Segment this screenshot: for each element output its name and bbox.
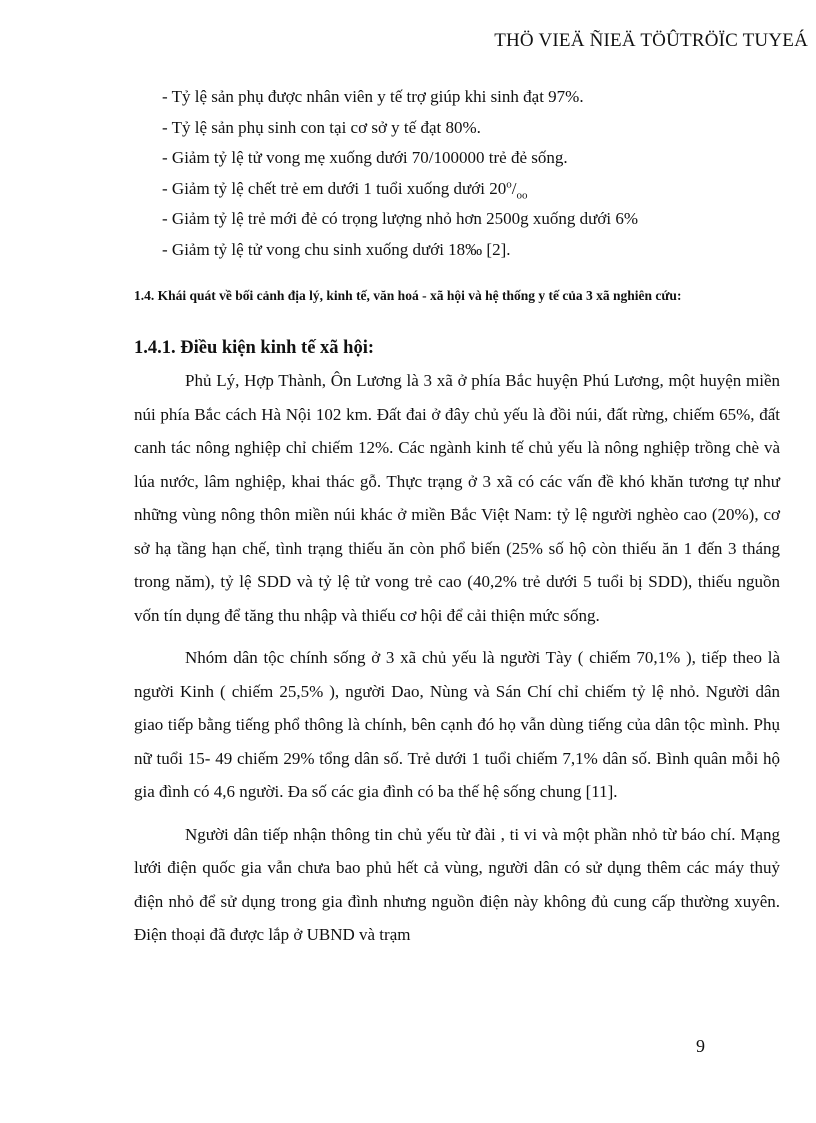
list-item: - Tỷ lệ sản phụ được nhân viên y tế trợ giúp khi sinh đạt 97%. bbox=[162, 87, 584, 106]
list-item: - Tỷ lệ sản phụ sinh con tại cơ sở y tế đạt 80%. bbox=[162, 117, 481, 137]
running-header: THÖ VIEÄ ÑIEÄ TÖÛTRÖÏC TUYEÁ bbox=[494, 30, 808, 51]
page-number: 9 bbox=[696, 1036, 705, 1056]
list-item bbox=[162, 174, 762, 205]
superscript: o bbox=[506, 177, 512, 190]
paragraph: Phủ Lý, Hợp Thành, Ôn Lương là 3 xã ở phía Bắc huyện Phú Lương, một huyện miền núi phía Bắc cách Hà Nội 102 km. Đất đai ở đây chủ yếu là đồi núi, đất rừng, chiếm 65%, đất canh tác nông nghiệp chỉ chiếm 12%. Các ngành kinh tế chủ yếu là nông nghiệp trồng chè và lúa nước, lâm nghiệp, khai thác gỗ. Thực trạng ở 3 xã có các vấn đề khó khăn tương tự như những vùng nông thôn miền núi khác ở miền Bắc Việt Nam: tỷ lệ người nghèo cao (20%), cơ sở hạ tầng hạn chế, tình trạng thiếu ăn còn phổ biến (25% số hộ còn thiếu ăn 1 đến 3 tháng trong năm), tỷ lệ SDD và tỷ lệ tử vong trẻ cao (40,2% trẻ dưới 5 tuổi bị SDD), thiếu nguồn vốn tín dụng để tăng thu nhập và thiếu cơ hội để cải thiện mức sống. bbox=[134, 371, 780, 625]
subscript: oo bbox=[516, 188, 528, 201]
list-item: - Giảm tỷ lệ trẻ mới đẻ có trọng lượng nhỏ hơn 2500g xuống dưới 6% bbox=[162, 209, 639, 228]
section-heading-1-4: 1.4. Khái quát về bối cảnh địa lý, kinh tế, văn hoá - xã hội và hệ thống y tế của 3 xã nghiên cứu: bbox=[134, 288, 682, 303]
paragraph: Nhóm dân tộc chính sống ở 3 xã chủ yếu là người Tày ( chiếm 70,1% ), tiếp theo là người Kinh ( chiếm 25,5% ), người Dao, Nùng và Sán Chí chỉ chiếm tỷ lệ nhỏ. Người dân giao tiếp bằng tiếng phổ thông là chính, bên cạnh đó họ vẫn dùng tiếng của dân tộc mình. Phụ nữ tuổi 15- 49 chiếm 29% tổng dân số. Trẻ dưới 1 tuổi chiếm 7,1% dân số. Bình quân mỗi hộ gia đình có 4,6 người. Đa số các gia đình có ba thế hệ sống chung [11]. bbox=[134, 648, 780, 801]
paragraph: Người dân tiếp nhận thông tin chủ yếu từ đài , ti vi và một phần nhỏ từ báo chí. Mạng lưới điện quốc gia vẫn chưa bao phủ hết cả vùng, người dân có sử dụng thêm các máy thuỷ điện nhỏ để sử dụng trong gia đình nhưng nguồn điện này không đủ cung cấp thường xuyên. Điện thoại đã được lắp ở UBND và trạm bbox=[134, 824, 780, 944]
section-heading-1-4-1: 1.4.1. Điều kiện kinh tế xã hội: bbox=[134, 338, 375, 358]
slash: / bbox=[511, 178, 517, 198]
list-item: - Giảm tỷ lệ tử vong mẹ xuống dưới 70/100000 trẻ đẻ sống. bbox=[162, 148, 568, 167]
list-item-text: - Giảm tỷ lệ chết trẻ em dưới 1 tuổi xuống dưới 20 bbox=[162, 178, 507, 198]
target-list bbox=[162, 82, 762, 265]
list-item: - Giảm tỷ lệ tử vong chu sinh xuống dưới 18‰ [2]. bbox=[162, 239, 511, 259]
body-text bbox=[134, 364, 780, 961]
